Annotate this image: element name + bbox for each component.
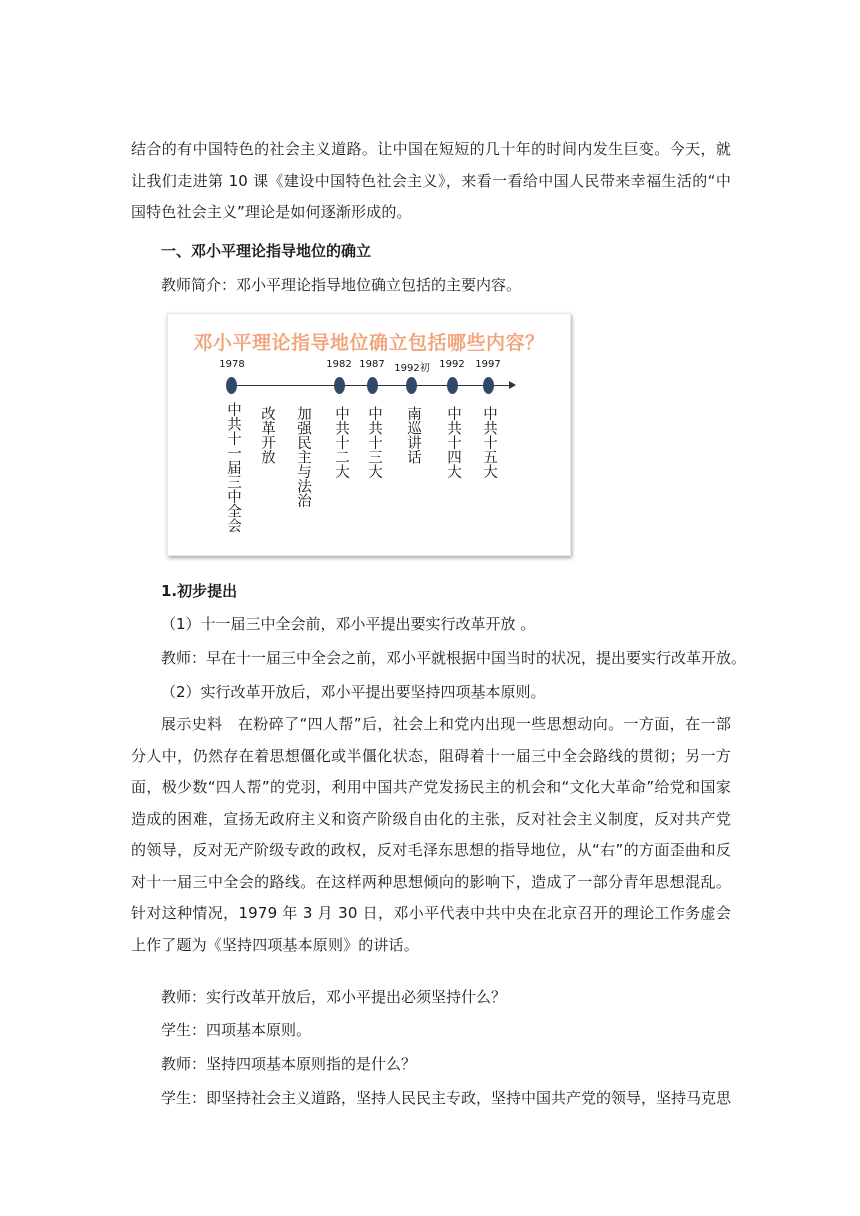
student-answer: 学生：即坚持社会主义道路，坚持人民民主专政，坚持中国共产党的领导，坚持马克思 (161, 1089, 732, 1107)
event-label: 中共十五大 (481, 406, 497, 479)
timeline-marker (483, 377, 494, 394)
year-label: 1992初 (394, 363, 430, 374)
year-label: 1987 (359, 359, 385, 370)
event-label: 改革开放 (259, 406, 275, 464)
item-1: （1）十一届三中全会前，邓小平提出要实行改革开放 。 (161, 615, 536, 633)
timeline-marker (406, 377, 417, 394)
year-label: 1978 (219, 359, 245, 370)
event-label: 中共十一届三中全会 (225, 402, 241, 533)
year-label: 1997 (475, 359, 501, 370)
figure-title: 邓小平理论指导地位确立包括哪些内容？ (193, 332, 545, 354)
event-label: 中共十二大 (333, 406, 349, 479)
timeline-marker (447, 377, 458, 394)
timeline-marker (226, 377, 237, 394)
timeline-arrow (509, 381, 516, 389)
timeline-marker (334, 377, 345, 394)
timeline-marker (367, 377, 378, 394)
source-paragraph: 展示史料 在粉碎了“四人帮”后，社会上和党内出现一些思想动向。一方面，在一部分人中，仍然存在着思想僵化或半僵化状态，阻碍着十一届三中全会路线的贯彻；另一方面，极少数“四人帮”的党羽，利用中国共产党发扬民主的机会和“文化大革命”给党和国家造成的困难，宣扬无政府主义和资产阶级自由化的主张，反对社会主义制度，反对共产党的领导，反对无产阶级专政的政权，反对毛泽东思想的指导地位，从“右”的方面歪曲和反对十一届三中全会的路线。在这样两种思想倾向的影响下，造成了一部分青年思想混乱。针对这种情况，1979 年 3 月 30 日，邓小平代表中共中央在北京召开的理论工作务虚会上作了题为《坚持四项基本原则》的讲话。 (131, 715, 731, 954)
event-label: 加强民主与法治 (295, 406, 311, 508)
section-heading: 一、邓小平理论指导地位的确立 (161, 242, 372, 260)
year-label: 1982 (326, 359, 352, 370)
item-2: （2）实行改革开放后，邓小平提出要坚持四项基本原则。 (161, 683, 546, 701)
year-label: 1992 (439, 359, 465, 370)
event-label: 南巡讲话 (405, 406, 421, 464)
event-label: 中共十三大 (366, 406, 382, 479)
timeline-figure (167, 313, 571, 556)
intro-paragraph: 结合的有中国特色的社会主义道路。让中国在短短的几十年的时间内发生巨变。今天，就让我们走进第 10 课《建设中国特色社会主义》，来看一看给中国人民带来幸福生活的“中国特色社会主义”理论是如何逐渐形成的。 (131, 140, 731, 221)
event-label: 中共十四大 (445, 406, 461, 479)
teacher-question: 教师：实行改革开放后，邓小平提出必须坚持什么？ (161, 988, 507, 1006)
subsection-heading: 1.初步提出 (161, 582, 238, 600)
student-answer: 学生：四项基本原则。 (161, 1021, 312, 1039)
teacher-intro-line: 教师简介：邓小平理论指导地位确立包括的主要内容。 (161, 276, 522, 294)
teacher-line: 教师：早在十一届三中全会之前，邓小平就根据中国当时的状况，提出要实行改革开放。 (161, 649, 747, 667)
teacher-question: 教师：坚持四项基本原则指的是什么？ (161, 1055, 417, 1073)
